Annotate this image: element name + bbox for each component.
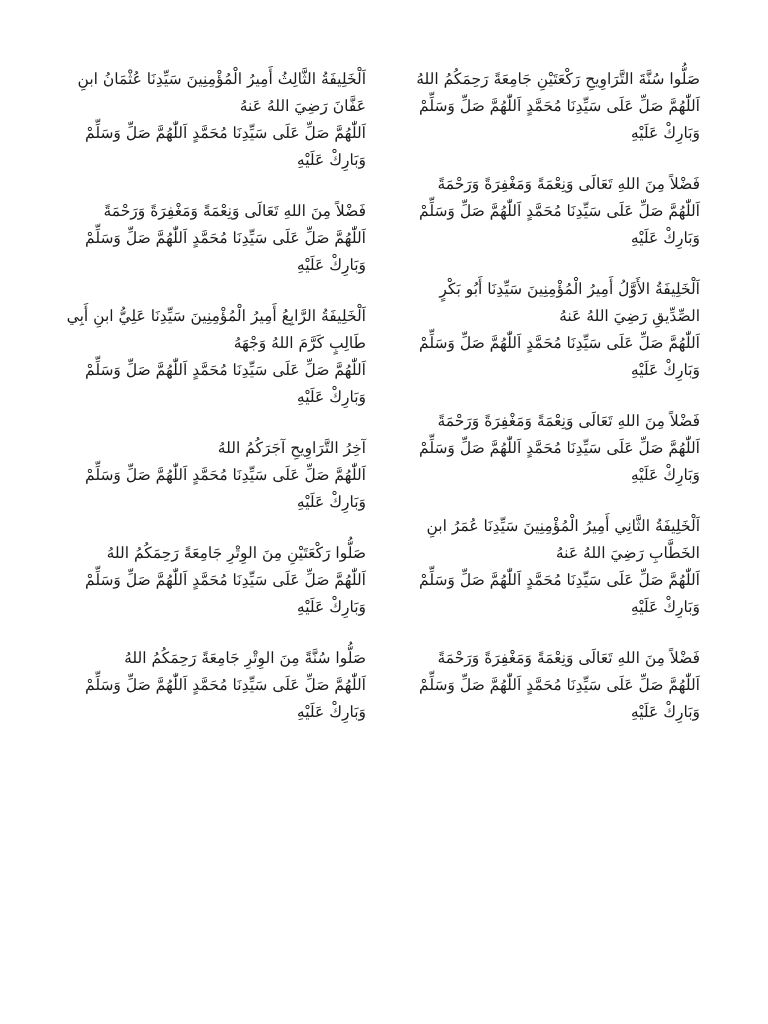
salawat-line: اَللّٰهُمَّ صَلِّ عَلَى سَيِّدِنَا مُحَمَّدٍ اَللّٰهُمَّ صَلِّ وَسَلِّمْ وَبَارِكْ عَلَيْهِ [419, 97, 700, 142]
salawat-line: اَللّٰهُمَّ صَلِّ عَلَى سَيِّدِنَا مُحَمَّدٍ اَللّٰهُمَّ صَلِّ وَسَلِّمْ وَبَارِكْ عَلَيْهِ [85, 676, 366, 721]
text-block [400, 276, 700, 384]
block-heading: فَضْلاً مِنَ اللهِ تَعَالَى وَنِعْمَةً وَمَغْفِرَةً وَرَحْمَةً [437, 649, 700, 667]
block-heading: صَلُّوا رَكْعَتَيْنِ مِنَ الوِتْرِ جَامِعَةً رَحِمَكُمُ اللهُ [106, 544, 366, 562]
text-block [400, 171, 700, 252]
salawat-line: اَللّٰهُمَّ صَلِّ عَلَى سَيِّدِنَا مُحَمَّدٍ اَللّٰهُمَّ صَلِّ وَسَلِّمْ وَبَارِكْ عَلَيْهِ [85, 124, 366, 169]
text-block [400, 645, 700, 726]
left-column [66, 66, 366, 726]
block-heading: صَلُّوا سُنَّةً مِنَ الوِتْرِ جَامِعَةً رَحِمَكُمُ اللهُ [124, 649, 366, 667]
salawat-line: اَللّٰهُمَّ صَلِّ عَلَى سَيِّدِنَا مُحَمَّدٍ اَللّٰهُمَّ صَلِّ وَسَلِّمْ وَبَارِكْ عَلَيْهِ [419, 202, 700, 247]
block-heading: اَلْخَلِيفَةُ الثَّانِي أَمِيرُ الْمُؤْمِنِينَ سَيِّدِنَا عُمَرُ ابنِ الخَطَّابِ رَضِيَ اللهُ عَنهُ [426, 517, 700, 562]
salawat-line: اَللّٰهُمَّ صَلِّ عَلَى سَيِّدِنَا مُحَمَّدٍ اَللّٰهُمَّ صَلِّ وَسَلِّمْ وَبَارِكْ عَلَيْهِ [419, 439, 700, 484]
right-column [400, 66, 700, 726]
salawat-line: اَللّٰهُمَّ صَلِّ عَلَى سَيِّدِنَا مُحَمَّدٍ اَللّٰهُمَّ صَلِّ وَسَلِّمْ وَبَارِكْ عَلَيْهِ [419, 571, 700, 616]
salawat-line: اَللّٰهُمَّ صَلِّ عَلَى سَيِّدِنَا مُحَمَّدٍ اَللّٰهُمَّ صَلِّ وَسَلِّمْ وَبَارِكْ عَلَيْهِ [85, 466, 366, 511]
text-block [400, 66, 700, 147]
block-heading: اَلْخَلِيفَةُ الأَوَّلُ أَمِيرُ الْمُؤْمِنِينَ سَيِّدِنَا أَبُو بَكْرٍ الصِّدِّيقِ رَضِيَ اللهُ عَنهُ [439, 280, 700, 325]
block-heading: اَلْخَلِيفَةُ الثَّالِثُ أَمِيرُ الْمُؤْمِنِينَ سَيِّدِنَا عُثْمَانُ ابنِ عَفَّانَ رَضِيَ اللهُ عَنهُ [77, 70, 366, 115]
block-heading: آخِرُ التَّرَاوِيحِ آجَرَكُمُ اللهُ [217, 439, 366, 457]
block-heading: اَلْخَلِيفَةُ الرَّابِعُ أَمِيرُ الْمُؤْمِنِينَ سَيِّدِنَا عَلِيُّ ابنِ أَبِي طَالِبٍ كَرَّمَ اللهُ وَجْهَهُ [66, 307, 366, 352]
salawat-line: اَللّٰهُمَّ صَلِّ عَلَى سَيِّدِنَا مُحَمَّدٍ اَللّٰهُمَّ صَلِّ وَسَلِّمْ وَبَارِكْ عَلَيْهِ [85, 571, 366, 616]
salawat-line: اَللّٰهُمَّ صَلِّ عَلَى سَيِّدِنَا مُحَمَّدٍ اَللّٰهُمَّ صَلِّ وَسَلِّمْ وَبَارِكْ عَلَيْهِ [85, 361, 366, 406]
salawat-line: اَللّٰهُمَّ صَلِّ عَلَى سَيِّدِنَا مُحَمَّدٍ اَللّٰهُمَّ صَلِّ وَسَلِّمْ وَبَارِكْ عَلَيْهِ [419, 676, 700, 721]
text-block [66, 66, 366, 174]
salawat-line: اَللّٰهُمَّ صَلِّ عَلَى سَيِّدِنَا مُحَمَّدٍ اَللّٰهُمَّ صَلِّ وَسَلِّمْ وَبَارِكْ عَلَيْهِ [419, 334, 700, 379]
text-block [66, 198, 366, 279]
salawat-line: اَللّٰهُمَّ صَلِّ عَلَى سَيِّدِنَا مُحَمَّدٍ اَللّٰهُمَّ صَلِّ وَسَلِّمْ وَبَارِكْ عَلَيْهِ [85, 229, 366, 274]
block-heading: فَضْلاً مِنَ اللهِ تَعَالَى وَنِعْمَةً وَمَغْفِرَةً وَرَحْمَةً [437, 175, 700, 193]
text-block [400, 408, 700, 489]
text-block [66, 645, 366, 726]
text-block [400, 513, 700, 621]
block-heading: فَضْلاً مِنَ اللهِ تَعَالَى وَنِعْمَةً وَمَغْفِرَةً وَرَحْمَةً [437, 412, 700, 430]
block-heading: صَلُّوا سُنَّةَ التَّرَاوِيحِ رَكْعَتَيْنِ جَامِعَةً رَحِمَكُمُ اللهُ [416, 70, 700, 88]
text-block [66, 540, 366, 621]
text-block [66, 435, 366, 516]
block-heading: فَضْلاً مِنَ اللهِ تَعَالَى وَنِعْمَةً وَمَغْفِرَةً وَرَحْمَةً [103, 202, 366, 220]
text-block [66, 303, 366, 411]
